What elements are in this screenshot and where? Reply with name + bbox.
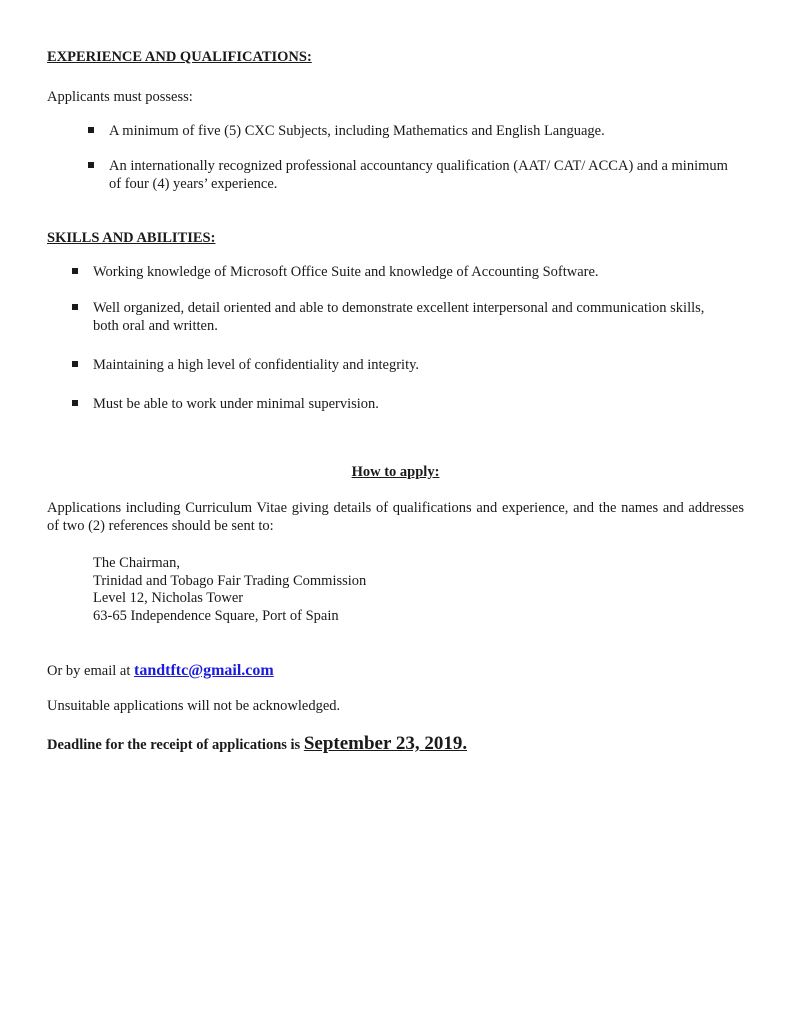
experience-intro: Applicants must possess:	[47, 89, 193, 105]
experience-heading: EXPERIENCE AND QUALIFICATIONS:	[47, 49, 312, 65]
address-line: Trinidad and Tobago Fair Trading Commission	[93, 572, 367, 589]
deadline-date: September 23, 2019.	[303, 733, 468, 754]
list-item-text: An internationally recognized professional accountancy qualification (AAT/ CAT/ ACCA) and a minimum of four (4) years’ experience.	[109, 158, 728, 192]
list-item-text: A minimum of five (5) CXC Subjects, including Mathematics and English Language.	[109, 123, 605, 139]
deadline-line	[47, 735, 467, 754]
email-line	[47, 662, 747, 680]
skills-heading: SKILLS AND ABILITIES:	[47, 230, 216, 246]
bullet-square-icon	[88, 162, 94, 168]
mailing-address	[93, 554, 366, 624]
email-prefix: Or by email at	[47, 663, 134, 679]
deadline-prefix: Deadline for the receipt of applications is	[47, 737, 304, 753]
unsuitable-note: Unsuitable applications will not be acknowledged.	[47, 698, 341, 714]
bullet-square-icon	[72, 361, 78, 367]
bullet-square-icon	[72, 304, 78, 310]
list-item-text: Working knowledge of Microsoft Office Suite and knowledge of Accounting Software.	[93, 264, 599, 280]
bullet-square-icon	[88, 127, 94, 133]
address-line: 63-65 Independence Square, Port of Spain	[93, 607, 339, 624]
list-item-text: Must be able to work under minimal supervision.	[93, 396, 379, 412]
list-item-text: Maintaining a high level of confidentiality and integrity.	[93, 357, 420, 373]
bullet-square-icon	[72, 400, 78, 406]
address-line: Level 12, Nicholas Tower	[93, 590, 244, 606]
list-item-text: Well organized, detail oriented and able to demonstrate excellent interpersonal and communication skills, both oral and written.	[93, 300, 705, 334]
address-line: The Chairman,	[93, 555, 180, 571]
bullet-square-icon	[72, 268, 78, 274]
apply-heading: How to apply:	[351, 464, 440, 480]
email-link[interactable]: tandtftc@gmail.com	[133, 662, 274, 679]
apply-heading-row	[0, 463, 791, 481]
apply-instructions: Applications including Curriculum Vitae giving details of qualifications and experience, and the names and addresses of two (2) references should be sent to:	[47, 500, 744, 534]
